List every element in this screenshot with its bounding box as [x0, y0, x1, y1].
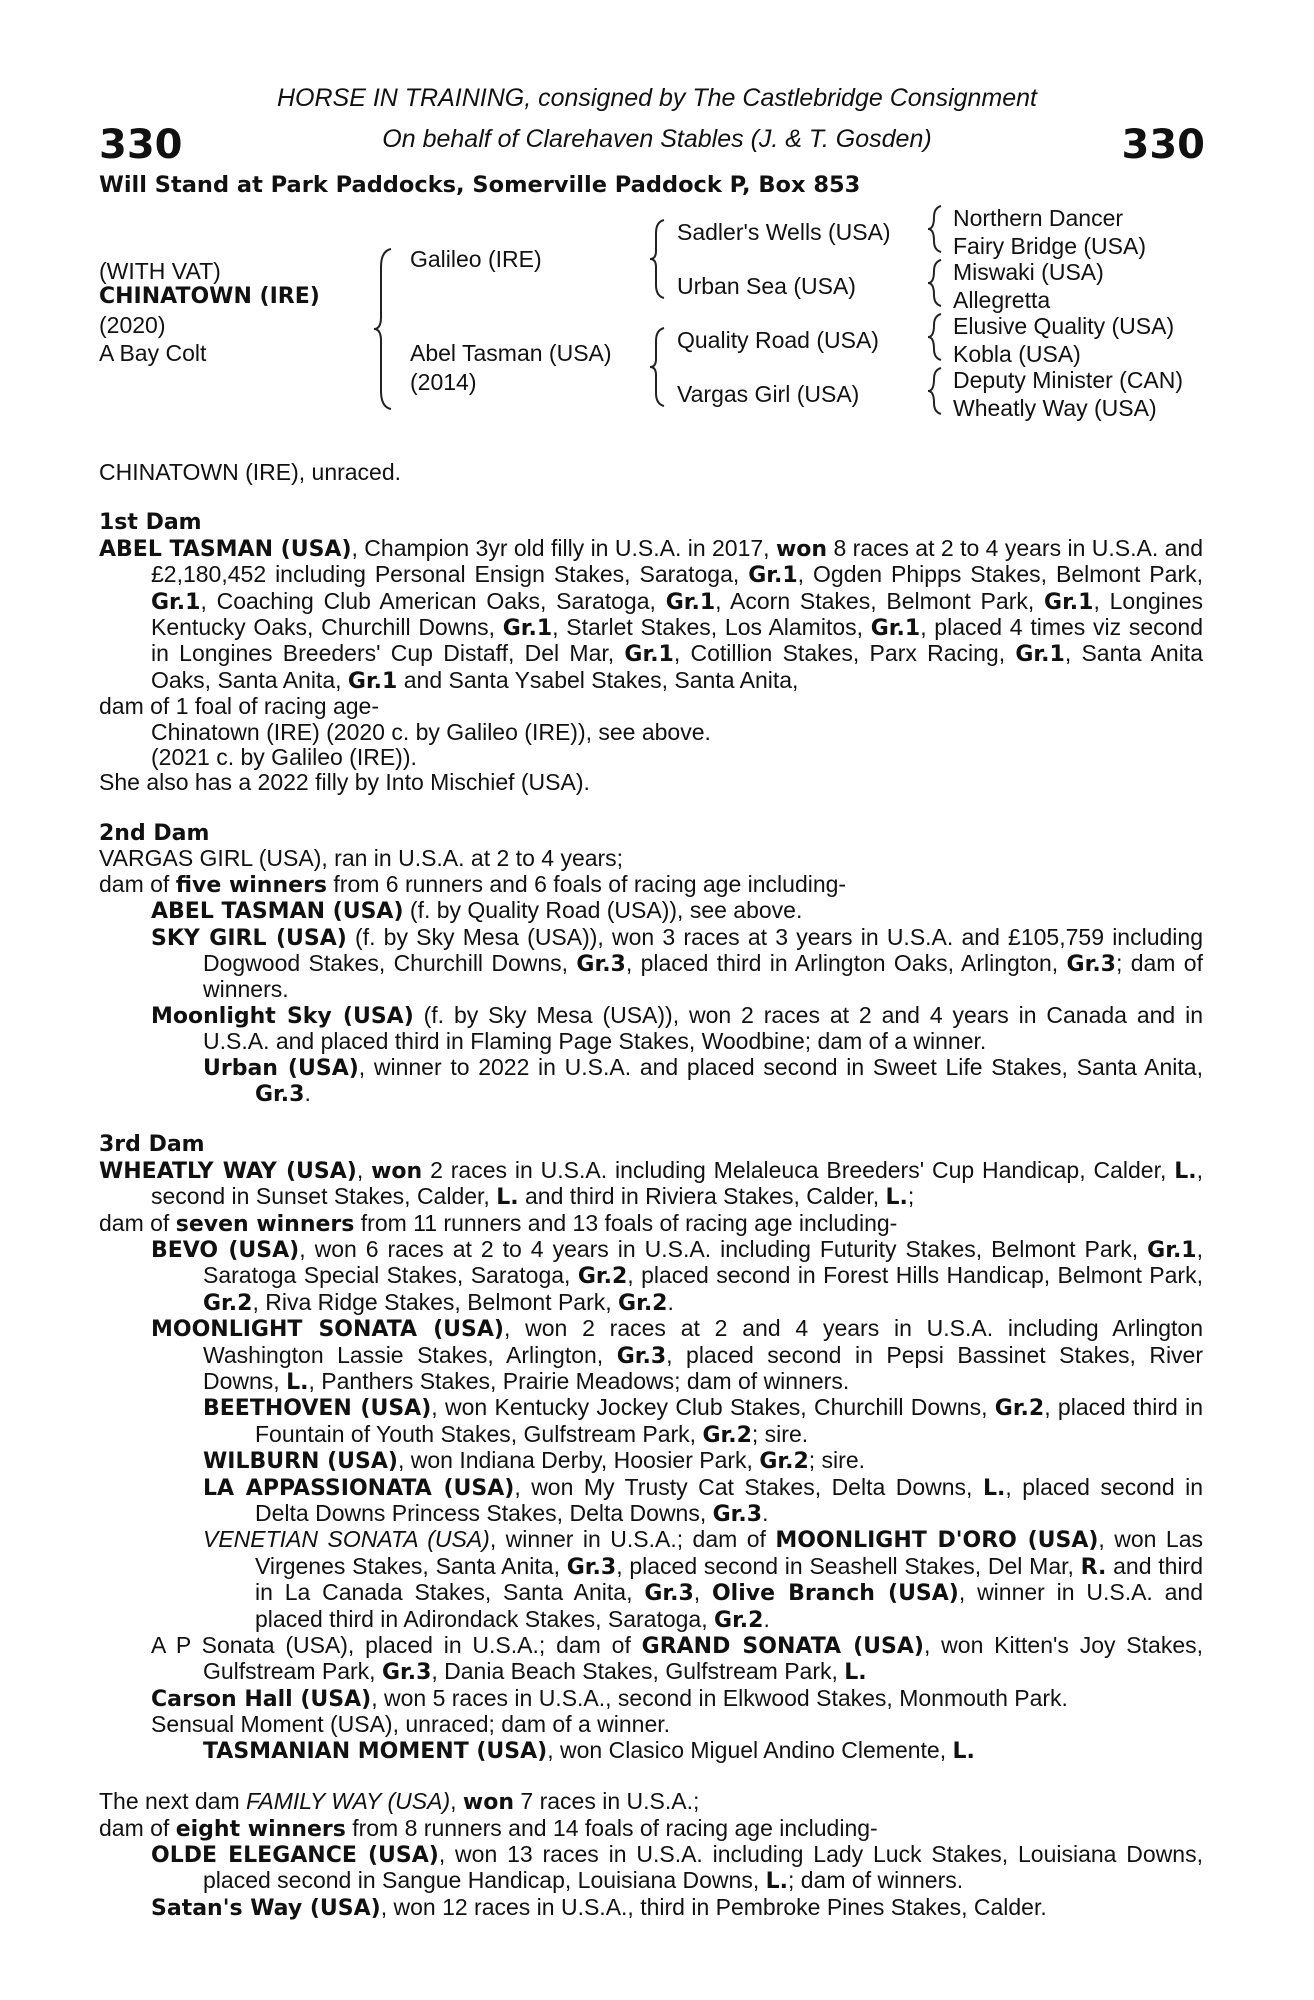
third-dam-produce-2: MOONLIGHT SONATA (USA), won 2 races at 2 and 4 years in U.S.A. including Arlington Washington Lassie Stakes, Arlington, Gr.3, placed second in Pepsi Bassinet Stakes, River Downs, L., Panthers Stakes, Prairie Meadows; dam of winners. — [151, 1315, 1204, 1395]
sire-sire-name: Sadler's Wells (USA) — [677, 219, 891, 245]
second-dam-produce-1: ABEL TASMAN (USA) (f. by Quality Road (USA)), see above. — [151, 897, 803, 925]
horse-name: CHINATOWN (IRE) — [99, 284, 320, 309]
horse-year: (2020) — [99, 312, 166, 338]
second-dam-produce-2: SKY GIRL (USA) (f. by Sky Mesa (USA)), won 3 races at 3 years in U.S.A. and £105,759 including Dogwood Stakes, Churchill Downs, Gr.3, placed third in Arlington Oaks, Arlington, Gr.3; dam of winners. — [151, 923, 1203, 1003]
lot-number-right: 330 — [1121, 122, 1205, 168]
ancestor-1: Northern Dancer — [953, 205, 1124, 231]
pedigree-braces-g3 — [926, 204, 946, 426]
next-dam-produce-1: OLDE ELEGANCE (USA), won 13 races in U.S.A. including Lady Luck Stakes, Louisiana Downs, placed second in Sangue Handicap, Louisiana Downs, L.; dam of winners. — [151, 1840, 1203, 1895]
next-dam-produce-2: Satan's Way (USA), won 12 races in U.S.A., third in Pembroke Pines Stakes, Calder. — [151, 1893, 1047, 1921]
pedigree-brace-sire — [648, 217, 668, 301]
ancestor-7: Deputy Minister (CAN) — [953, 367, 1184, 393]
first-dam-foals: dam of 1 foal of racing age- — [99, 693, 379, 720]
first-dam-foal-2: (2021 c. by Galileo (IRE)). — [151, 744, 417, 771]
dam-name: Abel Tasman (USA) — [410, 340, 612, 366]
third-dam-grandproduce-5: TASMANIAN MOMENT (USA), won Clasico Miguel Andino Clemente, L. — [203, 1736, 975, 1764]
third-dam-grandproduce-4: VENETIAN SONATA (USA), winner in U.S.A.; dam of MOONLIGHT D'ORO (USA), won Las Virgenes Stakes, Santa Anita, Gr.3, placed second in Seashell Stakes, Del Mar, R. and third in La Canada Stakes, Santa Anita, Gr.3, Olive Branch (USA), winner in U.S.A. and placed third in Adirondack Stakes, Saratoga, Gr.2. — [203, 1526, 1204, 1633]
sire-dam-name: Urban Sea (USA) — [677, 273, 856, 299]
third-dam-grandproduce-2: WILBURN (USA), won Indiana Derby, Hoosier Park, Gr.2; sire. — [203, 1447, 865, 1475]
consignor-header: On behalf of Clarehaven Stables (J. & T. Gosden) — [382, 125, 932, 153]
third-dam-winners: dam of seven winners from 11 runners and 13 foals of racing age including- — [99, 1209, 898, 1237]
second-dam-winners: dam of five winners from 6 runners and 6 foals of racing age including- — [99, 870, 847, 898]
stand-location: Will Stand at Park Paddocks, Somerville Paddock P, Box 853 — [99, 172, 861, 198]
second-dam-grandproduce-1: Urban (USA), winner to 2022 in U.S.A. and placed second in Sweet Life Stakes, Santa Anita, Gr.3. — [203, 1053, 1203, 1107]
vat-label: (WITH VAT) — [99, 258, 221, 284]
pedigree-brace-main — [372, 245, 396, 413]
first-dam-note: She also has a 2022 filly by Into Mischief (USA). — [99, 769, 590, 796]
first-dam-record: ABEL TASMAN (USA), Champion 3yr old filly in U.S.A. in 2017, won 8 races at 2 to 4 years in U.S.A. and £2,180,452 including Personal Ensign Stakes, Saratoga, Gr.1, Ogden Phipps Stakes, Belmont Park, Gr.1, Coaching Club American Oaks, Saratoga, Gr.1, Acorn Stakes, Belmont Park, Gr.1, Longines Kentucky Oaks, Churchill Downs, Gr.1, Starlet Stakes, Los Alamitos, Gr.1, placed 4 times viz second in Longines Breeders' Cup Distaff, Del Mar, Gr.1, Cotillion Stakes, Parx Racing, Gr.1, Santa Anita Oaks, Santa Anita, Gr.1 and Santa Ysabel Stakes, Santa Anita, — [99, 534, 1204, 694]
third-dam-produce-3: A P Sonata (USA), placed in U.S.A.; dam of GRAND SONATA (USA), won Kitten's Joy Stakes, Gulfstream Park, Gr.3, Dania Beach Stakes, Gulfstream Park, L. — [151, 1632, 1203, 1686]
dam-dam-name: Vargas Girl (USA) — [677, 381, 860, 407]
unraced-note: CHINATOWN (IRE), unraced. — [99, 459, 402, 485]
third-dam-grandproduce-1: BEETHOVEN (USA), won Kentucky Jockey Club Stakes, Churchill Downs, Gr.2, placed third in Fountain of Youth Stakes, Gulfstream Park, Gr.2; sire. — [203, 1394, 1203, 1448]
third-dam-produce-1: BEVO (USA), won 6 races at 2 to 4 years in U.S.A. including Futurity Stakes, Belmont Park, Gr.1, Saratoga Special Stakes, Saratoga, Gr.2, placed second in Forest Hills Handicap, Belmont Park, Gr.2, Riva Ridge Stakes, Belmont Park, Gr.2. — [151, 1235, 1203, 1316]
third-dam-produce-4: Carson Hall (USA), won 5 races in U.S.A., second in Elkwood Stakes, Monmouth Park. — [151, 1684, 1068, 1712]
ancestor-2: Fairy Bridge (USA) — [953, 233, 1146, 259]
first-dam-heading: 1st Dam — [99, 510, 202, 536]
third-dam-record: WHEATLY WAY (USA), won 2 races in U.S.A. including Melaleuca Breeders' Cup Handicap, Calder, L., second in Sunset Stakes, Calder, L. and third in Riviera Stakes, Calder, L.; — [99, 1156, 1204, 1211]
pedigree-brace-dam — [648, 325, 668, 409]
ancestor-5: Elusive Quality (USA) — [953, 313, 1175, 339]
ancestor-8: Wheatly Way (USA) — [953, 395, 1157, 421]
horse-description: A Bay Colt — [99, 340, 207, 366]
ancestor-6: Kobla (USA) — [953, 341, 1081, 367]
next-dam-winners: dam of eight winners from 8 runners and 14 foals of racing age including- — [99, 1814, 878, 1842]
consignment-header: HORSE IN TRAINING, consigned by The Castlebridge Consignment — [276, 84, 1038, 112]
sire-name: Galileo (IRE) — [410, 246, 542, 272]
dam-year: (2014) — [410, 369, 477, 395]
second-dam-heading: 2nd Dam — [99, 820, 210, 846]
lot-number-left: 330 — [99, 122, 183, 168]
third-dam-produce-5: Sensual Moment (USA), unraced; dam of a winner. — [151, 1711, 671, 1738]
dam-sire-name: Quality Road (USA) — [677, 327, 879, 353]
third-dam-grandproduce-3: LA APPASSIONATA (USA), won My Trusty Cat Stakes, Delta Downs, L., placed second in Delta Downs Princess Stakes, Delta Downs, Gr.3. — [203, 1473, 1204, 1528]
catalogue-text — [99, 460, 1203, 1921]
second-dam-produce-3: Moonlight Sky (USA) (f. by Sky Mesa (USA)), won 2 races at 2 and 4 years in Canada and in U.S.A. and placed third in Flaming Page Stakes, Woodbine; dam of a winner. — [151, 1001, 1203, 1055]
second-dam-record: VARGAS GIRL (USA), ran in U.S.A. at 2 to 4 years; — [99, 845, 624, 872]
third-dam-heading: 3rd Dam — [99, 1132, 205, 1158]
first-dam-foal-1: Chinatown (IRE) (2020 c. by Galileo (IRE)), see above. — [151, 718, 711, 745]
ancestor-3: Miswaki (USA) — [953, 259, 1104, 285]
ancestor-4: Allegretta — [953, 287, 1051, 313]
next-dam-record: The next dam FAMILY WAY (USA), won 7 races in U.S.A.; — [99, 1788, 700, 1816]
